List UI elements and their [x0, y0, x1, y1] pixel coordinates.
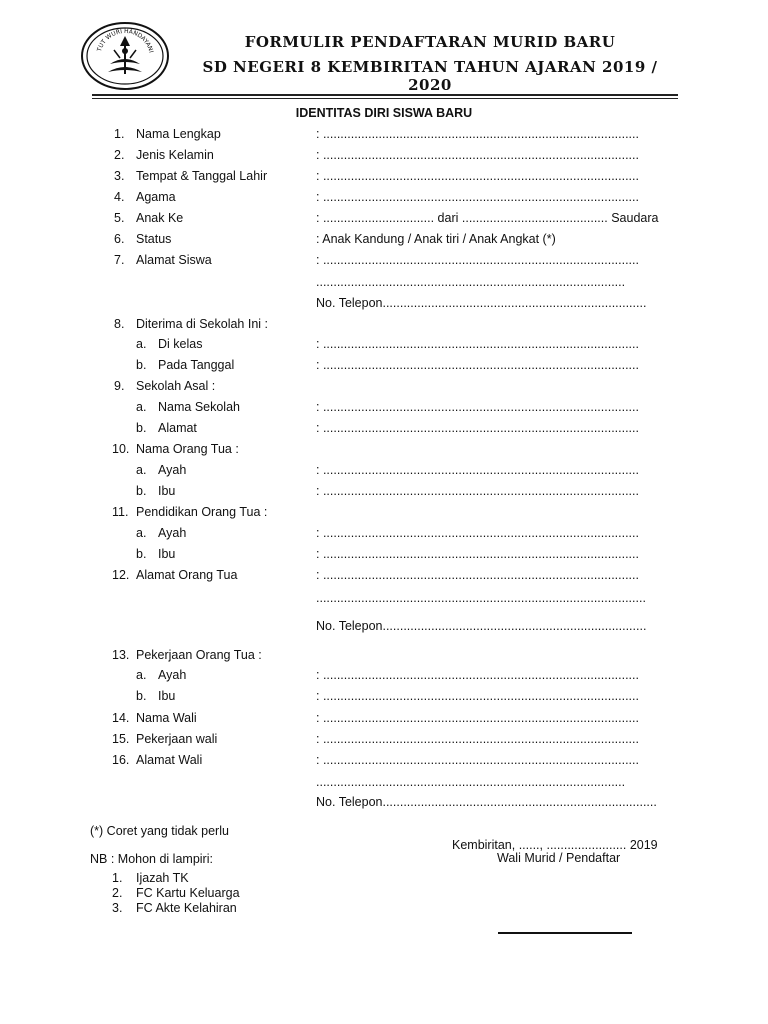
row-number: 3.: [114, 169, 125, 183]
row-number: 6.: [114, 232, 125, 246]
nb-label: NB : Mohon di lampiri:: [90, 852, 213, 866]
field-value[interactable]: .........................................................................................: [316, 775, 626, 789]
field-label: Diterima di Sekolah Ini :: [136, 317, 269, 331]
row-number: b.: [136, 421, 147, 435]
field-value[interactable]: : ...........................................................................................: [316, 484, 639, 498]
row-number: a.: [136, 400, 147, 414]
field-label: Ayah: [158, 526, 187, 540]
row-number: 2.: [114, 148, 125, 162]
row-number: 14.: [112, 711, 130, 725]
field-value[interactable]: : ...........................................................................................: [316, 711, 639, 725]
field-value[interactable]: : ...........................................................................................: [316, 668, 639, 682]
field-value[interactable]: : ...........................................................................................: [316, 337, 639, 351]
svg-text:TUT WURI HANDAYANI: TUT WURI HANDAYANI: [95, 27, 155, 54]
field-label: Status: [136, 232, 172, 246]
header-rule-thick: [92, 94, 678, 96]
row-number: a.: [136, 526, 147, 540]
row-number: b.: [136, 547, 147, 561]
row-number: 8.: [114, 317, 125, 331]
field-label: Pekerjaan Orang Tua :: [136, 648, 262, 662]
field-label: Alamat: [158, 421, 197, 435]
header-rule-thin: [92, 98, 678, 99]
field-label: Nama Orang Tua :: [136, 442, 239, 456]
field-value[interactable]: No. Telepon............................................................................: [316, 619, 647, 633]
field-value[interactable]: No. Telepon............................................................................: [316, 296, 647, 310]
signature-line: [498, 932, 632, 934]
row-number: 1.: [114, 127, 125, 141]
attachment-num: 1.: [112, 871, 123, 885]
row-number: a.: [136, 668, 147, 682]
row-number: 13.: [112, 648, 130, 662]
field-value[interactable]: : Anak Kandung / Anak tiri / Anak Angkat (*): [316, 232, 556, 246]
field-value[interactable]: : ...........................................................................................: [316, 526, 639, 540]
field-value[interactable]: : ...........................................................................................: [316, 253, 639, 267]
attachment-num: 2.: [112, 886, 123, 900]
row-number: a.: [136, 337, 147, 351]
field-value[interactable]: : ...........................................................................................: [316, 169, 639, 183]
row-number: b.: [136, 358, 147, 372]
row-number: 11.: [112, 505, 129, 519]
field-label: Anak Ke: [136, 211, 184, 225]
field-value[interactable]: : ...........................................................................................: [316, 358, 639, 372]
form-title: FORMULIR PENDAFTARAN MURID BARU: [244, 33, 616, 51]
row-number: 10.: [112, 442, 130, 456]
signature-label: Wali Murid / Pendaftar: [497, 851, 621, 865]
field-label: Sekolah Asal :: [136, 379, 216, 393]
field-value[interactable]: : ...........................................................................................: [316, 732, 639, 746]
field-value[interactable]: : ...........................................................................................: [316, 127, 639, 141]
field-label: Ibu: [158, 689, 176, 703]
row-number: 15.: [112, 732, 130, 746]
school-title: SD NEGERI 8 KEMBIRITAN TAHUN AJARAN 2019 / 2020: [202, 58, 658, 94]
row-number: b.: [136, 484, 147, 498]
section-title: IDENTITAS DIRI SISWA BARU: [295, 106, 473, 120]
row-number: 5.: [114, 211, 125, 225]
field-label: Pendidikan Orang Tua :: [136, 505, 268, 519]
field-label: Ibu: [158, 484, 176, 498]
field-label: Ayah: [158, 463, 187, 477]
field-value[interactable]: : ................................ dari .......................................... Saudara: [316, 211, 659, 225]
attachment-item: FC Kartu Keluarga: [136, 886, 240, 900]
field-value[interactable]: : ...........................................................................................: [316, 400, 639, 414]
field-label: Di kelas: [158, 337, 203, 351]
field-label: Jenis Kelamin: [136, 148, 214, 162]
row-number: a.: [136, 463, 147, 477]
field-label: Nama Lengkap: [136, 127, 221, 141]
row-number: 16.: [112, 753, 130, 767]
row-number: 4.: [114, 190, 125, 204]
row-number: 7.: [114, 253, 125, 267]
field-value[interactable]: : ...........................................................................................: [316, 463, 639, 477]
attachment-item: Ijazah TK: [136, 871, 189, 885]
attachment-num: 3.: [112, 901, 123, 915]
field-label: Nama Wali: [136, 711, 197, 725]
field-value[interactable]: : ...........................................................................................: [316, 421, 639, 435]
row-number: b.: [136, 689, 147, 703]
field-value[interactable]: : ...........................................................................................: [316, 190, 639, 204]
field-value[interactable]: : ...........................................................................................: [316, 547, 639, 561]
field-value[interactable]: .........................................................................................: [316, 275, 626, 289]
place-date: Kembiritan, ......, ....................... 2019: [452, 838, 658, 852]
field-label: Ibu: [158, 547, 176, 561]
field-label: Nama Sekolah: [158, 400, 240, 414]
field-label: Agama: [136, 190, 176, 204]
field-label: Alamat Wali: [136, 753, 203, 767]
field-value[interactable]: No. Telepon...............................................................................: [316, 795, 657, 809]
field-value[interactable]: : ...........................................................................................: [316, 753, 639, 767]
field-value[interactable]: : ...........................................................................................: [316, 689, 639, 703]
row-number: 9.: [114, 379, 125, 393]
row-number: 12.: [112, 568, 130, 582]
field-label: Pekerjaan wali: [136, 732, 218, 746]
field-value[interactable]: : ...........................................................................................: [316, 568, 639, 582]
field-value[interactable]: ...............................................................................................: [316, 591, 646, 605]
field-label: Ayah: [158, 668, 187, 682]
field-label: Pada Tanggal: [158, 358, 235, 372]
field-label: Alamat Orang Tua: [136, 568, 238, 582]
field-label: Tempat & Tanggal Lahir: [136, 169, 268, 183]
footnote: (*) Coret yang tidak perlu: [90, 824, 229, 838]
attachment-item: FC Akte Kelahiran: [136, 901, 237, 915]
field-label: Alamat Siswa: [136, 253, 212, 267]
field-value[interactable]: : ...........................................................................................: [316, 148, 639, 162]
tut-wuri-handayani-logo: [80, 18, 170, 90]
